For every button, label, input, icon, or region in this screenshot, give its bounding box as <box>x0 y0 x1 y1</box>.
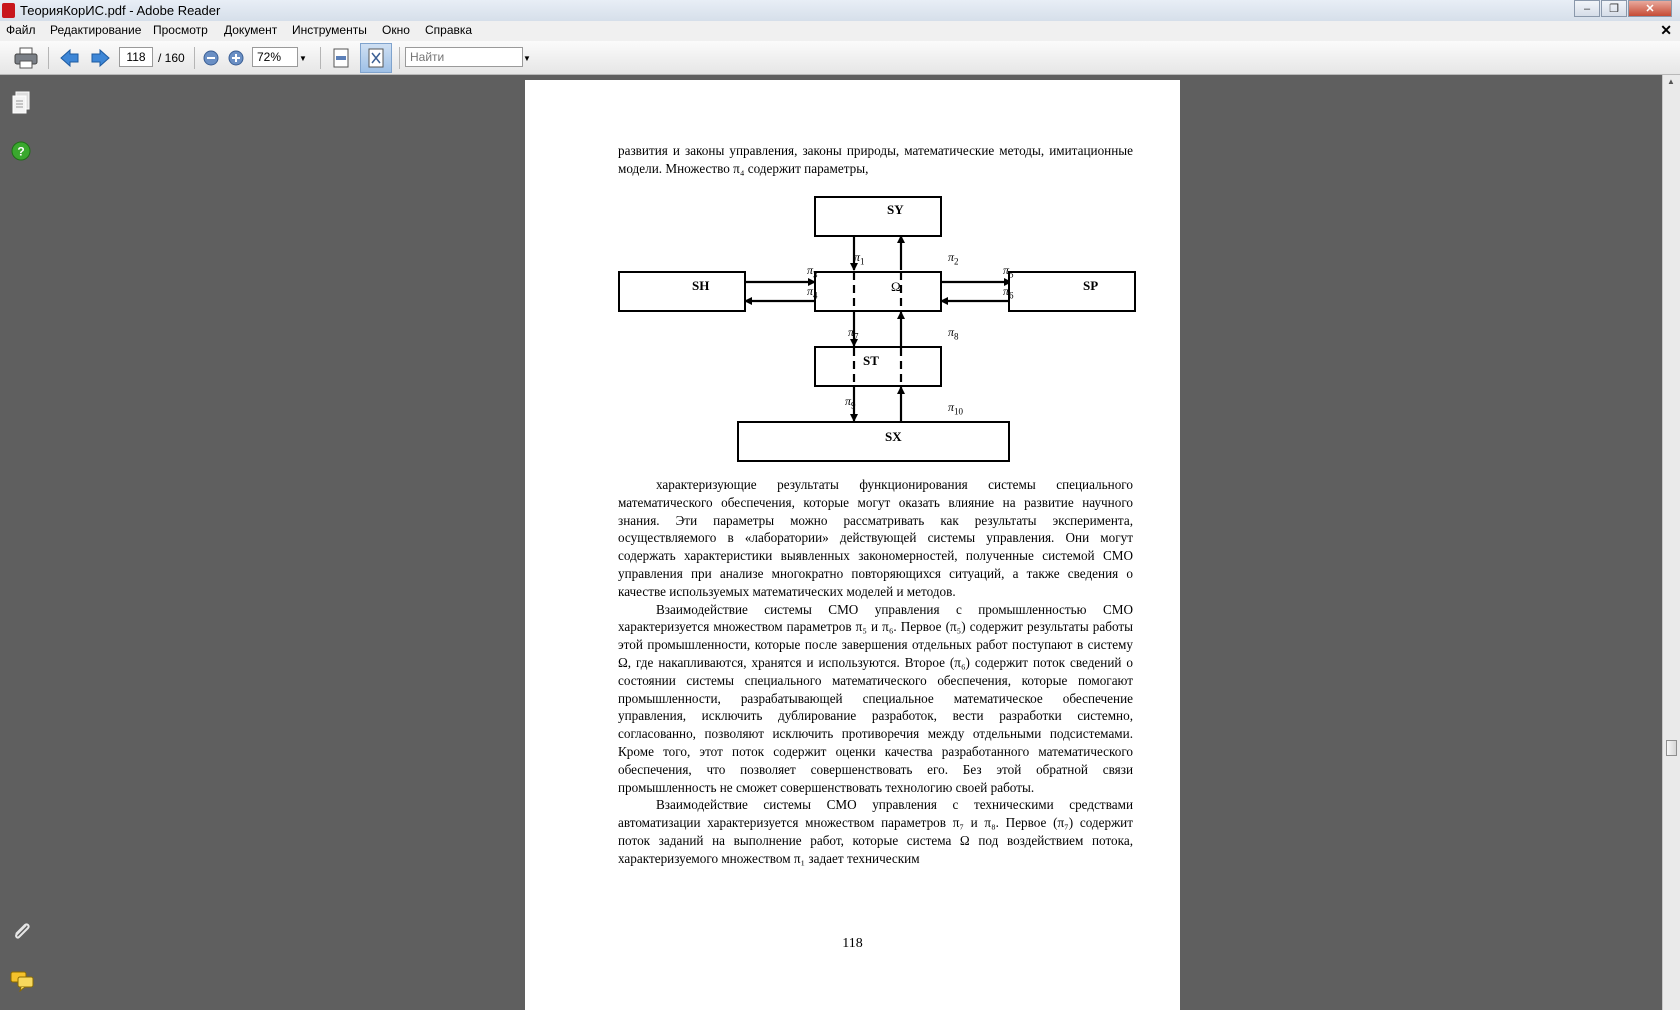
intro-paragraph: развития и законы управления, законы природы, математические методы, имитационные модели. Множество π₄ содержит параметры, <box>618 143 1133 176</box>
label-pi6: $\pi_6$ <box>1003 284 1014 301</box>
menu-window[interactable]: Окно <box>382 23 410 37</box>
paragraph-2: Взаимодействие системы СМО управления с промышленностью СМО характеризуется множеством параметров π₅ и π₆. Первое (π₅) содержит результаты работы этой промышленности, которые после завершения отдельных работ поступают в систему Ω, где накапливаются, хранятся и используются. Второе (π₆) содержит поток сведений о состоянии системы специального математического обеспечения, которые помогают промышленности, разрабатывающей специальное математическое обеспечение управления, исключить дублирование разработок, вести разработки системно, согласованно, позволяют исключить противоречия между отдельными подсистемами. Кроме того, этот поток содержит оценки качества разработанного математического обеспечения, что позволяет совершенствовать его. Без этой обратной связи промышленность не сможет совершенствовать технологию своей работы. <box>618 601 1133 795</box>
zoom-in-button[interactable] <box>225 46 247 70</box>
box-sp <box>1008 271 1136 312</box>
zoom-input[interactable] <box>252 47 298 67</box>
label-pi7: $\pi_7$ <box>848 325 859 342</box>
restore-button[interactable]: ❐ <box>1601 0 1627 17</box>
help-icon <box>11 141 31 161</box>
page-number: 118 <box>842 936 863 951</box>
label-pi10: $\pi_{10}$ <box>948 400 964 417</box>
menu-bar <box>0 21 1680 41</box>
menu-edit[interactable]: Редактирование <box>50 23 142 37</box>
label-sx: SX <box>885 429 902 444</box>
vertical-scrollbar[interactable] <box>1662 75 1680 1010</box>
attachments-icon <box>10 920 34 944</box>
menu-help[interactable]: Справка <box>425 23 473 37</box>
minimize-button[interactable]: – <box>1574 0 1600 17</box>
close-button[interactable]: ✕ <box>1628 0 1672 17</box>
label-pi2: $\pi_2$ <box>948 250 959 267</box>
print-icon <box>14 47 38 69</box>
comments-icon <box>10 970 34 992</box>
window-title: ТеорияКорИС.pdf - Adobe Reader <box>20 3 221 18</box>
zoom-in-icon <box>228 50 244 66</box>
zoom-out-icon <box>203 50 219 66</box>
fit-page-button[interactable] <box>360 43 392 73</box>
fit-width-icon <box>332 48 350 68</box>
label-pi8: $\pi_8$ <box>948 325 959 342</box>
navigation-panel <box>0 75 42 1010</box>
label-sp: SP <box>1083 278 1099 293</box>
label-sy: SY <box>887 202 904 217</box>
search-input[interactable] <box>405 47 523 67</box>
page-number-input[interactable] <box>119 47 153 67</box>
fit-page-icon <box>367 48 385 68</box>
label-pi9: $\pi_9$ <box>845 394 856 411</box>
label-pi4: $\pi_4$ <box>807 284 818 301</box>
menu-view[interactable]: Просмотр <box>153 23 208 37</box>
pages-panel-icon <box>11 91 31 115</box>
menu-file[interactable]: Файл <box>6 23 36 37</box>
label-pi3: $\pi_3$ <box>807 263 818 280</box>
document-page <box>525 80 1180 1010</box>
adobe-reader-icon <box>2 3 15 18</box>
prev-page-icon <box>58 47 80 69</box>
body-text <box>618 476 1133 868</box>
paragraph-3: Взаимодействие системы СМО управления с техническими средствами автоматизации характеризуется множеством параметров π₇ и π₈. Первое (π₇) содержит поток заданий на выполнение работ, которые система Ω под воздействием потока, характеризуемого множеством π₁ задает техническим <box>618 797 1133 866</box>
menu-tools[interactable]: Инструменты <box>292 23 367 37</box>
next-page-icon <box>90 47 112 69</box>
pages-panel-button[interactable] <box>11 91 31 118</box>
paragraph-1: характеризующие результаты функционирования системы специального математического обеспечения, которые могут оказать влияние на развитие научного знания. Эти параметры можно рассматривать как результаты эксперимента, осуществляемого в «лаборатории» действующей системы управления. Они могут содержать характеристики выявленных закономерностей, полученные системой СМО управления при анализе многократно повторяющихся ситуаций, а также сведения о качестве используемых математических моделей и методов. <box>618 477 1133 599</box>
next-page-button[interactable] <box>88 46 114 70</box>
close-document-icon[interactable]: ✕ <box>1660 22 1672 38</box>
window-controls <box>1573 0 1672 18</box>
label-st: ST <box>863 353 879 368</box>
label-pi5: $\pi_5$ <box>1003 263 1014 280</box>
box-sy <box>814 196 942 237</box>
zoom-dropdown-icon[interactable]: ▼ <box>299 53 307 63</box>
help-button[interactable] <box>11 141 31 164</box>
comments-button[interactable] <box>10 970 34 995</box>
fit-width-button[interactable] <box>328 46 354 70</box>
box-sh <box>618 271 746 312</box>
box-omega <box>814 271 942 312</box>
print-button[interactable] <box>12 46 40 70</box>
prev-page-button[interactable] <box>56 46 82 70</box>
toolbar <box>0 41 1680 75</box>
label-sh: SH <box>692 278 710 293</box>
scroll-up-icon[interactable]: ▲ <box>1667 77 1675 86</box>
search-dropdown-icon[interactable]: ▼ <box>523 53 531 63</box>
attachments-button[interactable] <box>10 920 34 947</box>
box-sx <box>737 421 1010 462</box>
svg-text:?: ? <box>17 144 25 159</box>
label-pi1: $\pi_1$ <box>854 250 865 267</box>
label-omega: Ω <box>891 279 901 294</box>
scroll-thumb[interactable] <box>1666 740 1677 756</box>
title-bar <box>0 0 1680 21</box>
zoom-out-button[interactable] <box>200 46 222 70</box>
page-total: / 160 <box>158 51 185 65</box>
menu-document[interactable]: Документ <box>224 23 278 37</box>
